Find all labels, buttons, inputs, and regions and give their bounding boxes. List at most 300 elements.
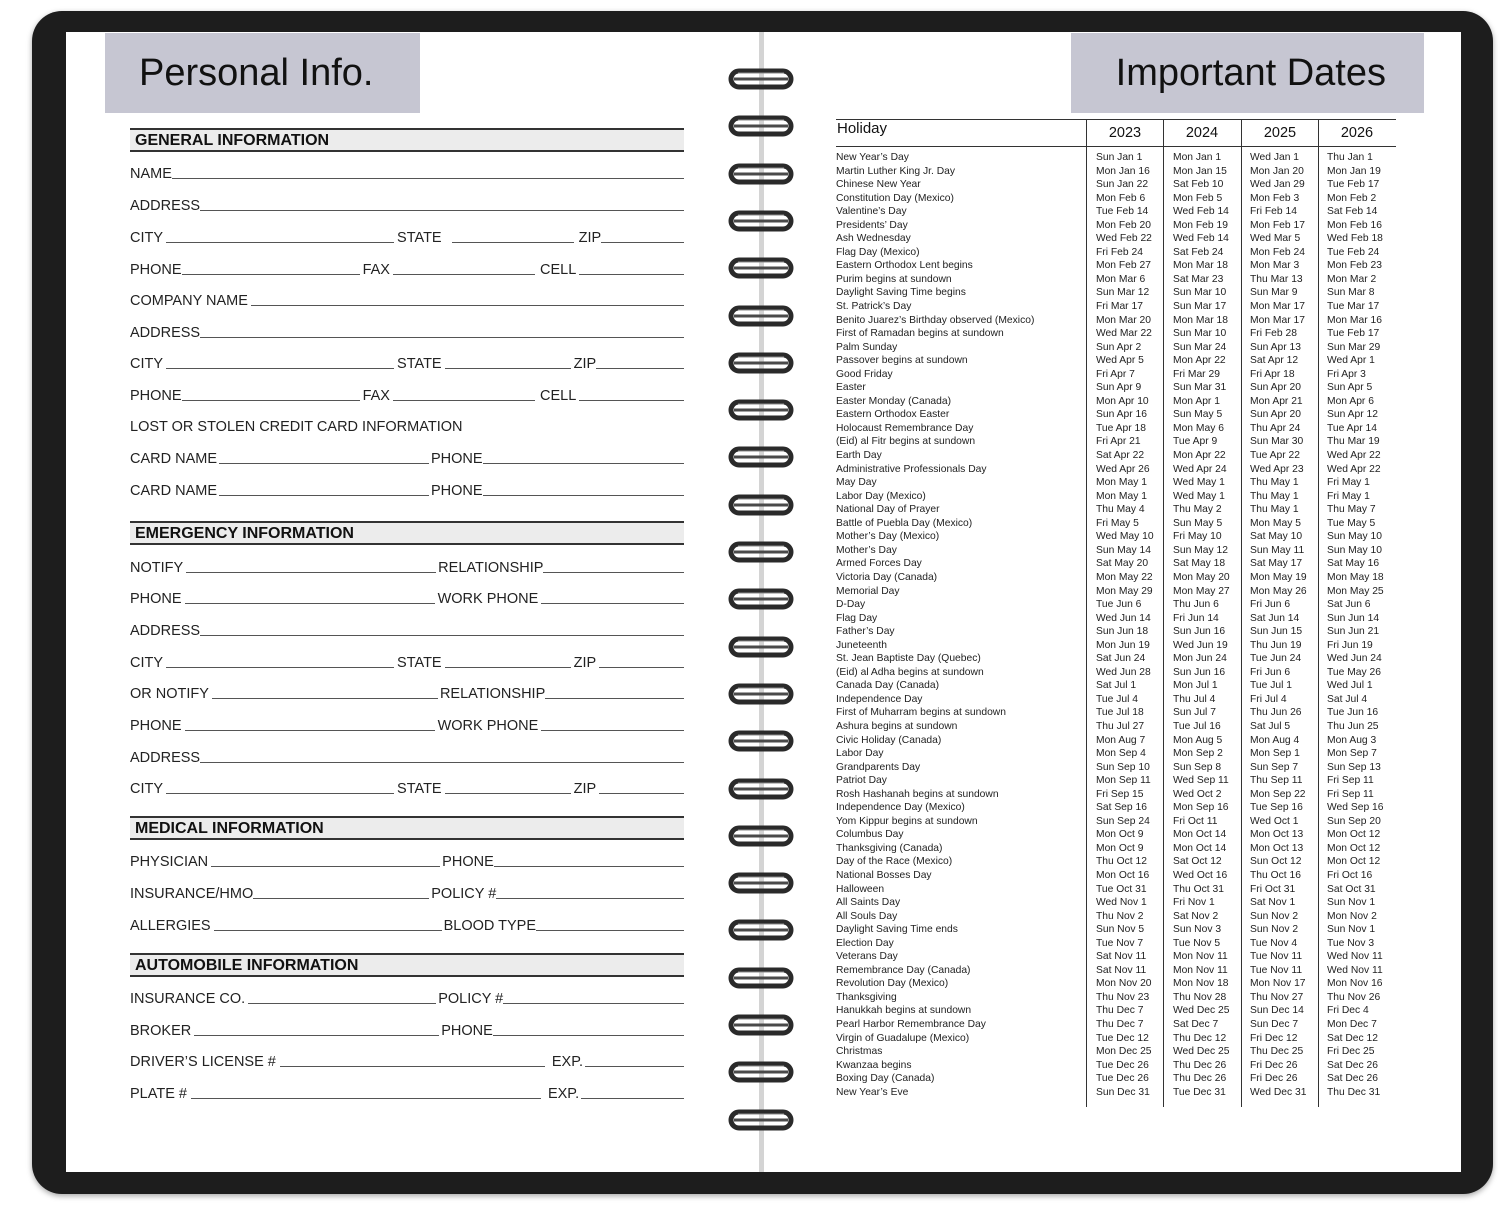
spiral-ring-icon [728,635,794,659]
company-address-field-row [130,321,684,341]
emergency-city-field-row [130,651,684,671]
holiday-name-cell: Revolution Day (Mexico) [836,978,949,990]
holiday-date-cell: Sun Jun 18 [1096,626,1149,638]
table-row [836,652,1401,666]
table-row [836,246,1401,260]
zip-line[interactable] [599,791,684,794]
state-line[interactable] [445,366,571,369]
table-row [836,842,1401,856]
phone-label: PHONE [431,451,483,467]
holiday-date-cell: Wed Jan 1 [1250,152,1300,163]
physician-line[interactable] [211,864,440,867]
section-medical-information: MEDICAL INFORMATION [130,816,684,840]
holiday-date-cell: Fri Mar 17 [1096,301,1143,313]
holiday-date-cell: Mon Jan 16 [1096,165,1150,177]
holiday-name-cell: Ash Wednesday [836,233,911,245]
table-row [836,300,1401,314]
holiday-date-cell: Mon Oct 13 [1250,829,1304,841]
holiday-date-cell: Thu Jul 27 [1096,720,1145,732]
policy-line[interactable] [503,1001,684,1004]
table-row [836,639,1401,653]
holiday-date-cell: Sat May 10 [1250,531,1303,543]
table-row [836,747,1401,761]
holiday-date-cell: Fri Apr 7 [1096,368,1135,380]
holiday-date-cell: Fri Feb 28 [1250,328,1297,340]
section-general-information: GENERAL INFORMATION [130,128,684,152]
table-row [836,1018,1401,1032]
holiday-date-cell: Sun Sep 24 [1096,815,1150,827]
city-line[interactable] [166,366,394,369]
emergency-phone-field-row [130,587,684,607]
holiday-date-cell: Sat Dec 12 [1327,1032,1378,1044]
holiday-date-cell: Sat Nov 1 [1250,897,1296,909]
holiday-date-cell: Mon Feb 24 [1250,246,1305,258]
holiday-date-cell: Mon May 26 [1250,585,1307,597]
name-line[interactable] [172,176,684,179]
holiday-date-cell: Wed Nov 11 [1327,951,1383,963]
holiday-name-cell: Mother’s Day (Mexico) [836,531,940,543]
holiday-date-cell: Tue Nov 5 [1173,937,1221,949]
physician-label: PHYSICIAN [130,854,209,870]
holiday-name-cell: Palm Sunday [836,341,898,353]
holiday-date-cell: Sun Jan 22 [1096,179,1149,191]
holiday-date-cell: Mon Apr 1 [1173,395,1220,407]
emergency-city-field-row-2 [130,777,684,797]
zip-line[interactable] [601,240,684,243]
table-row [836,923,1401,937]
address-line[interactable] [200,208,684,211]
broker-phone-line[interactable] [493,1033,684,1036]
phone-line[interactable] [182,398,360,401]
holiday-name-cell: Administrative Professionals Day [836,463,987,475]
work-phone-line[interactable] [541,601,684,604]
holiday-date-cell: Sat May 17 [1250,558,1303,570]
insurance-hmo-line[interactable] [253,896,429,899]
or-notify-line[interactable] [212,696,438,699]
table-row [836,706,1401,720]
emergency-address-field-row-2 [130,746,684,766]
holiday-name-cell: Purim begins at sundown [836,273,952,285]
company-name-line[interactable] [251,303,684,306]
zip-line[interactable] [596,366,684,369]
holiday-name-cell: Daylight Saving Time ends [836,924,958,936]
holiday-name-cell: Good Friday [836,368,893,380]
holiday-date-cell: Sun Nov 3 [1173,924,1222,936]
holiday-date-cell: Mon Nov 20 [1096,978,1152,990]
holiday-date-cell: Thu Mar 19 [1327,436,1380,448]
holiday-date-cell: Fri Feb 14 [1250,206,1297,218]
work-phone-line[interactable] [541,728,684,731]
holiday-date-cell: Sun Mar 29 [1327,341,1381,353]
lost-card-heading-row [130,415,684,435]
holiday-date-cell: Mon Apr 6 [1327,395,1374,407]
table-row [836,991,1401,1005]
address-line[interactable] [200,633,684,636]
table-row [836,435,1401,449]
company-address-line[interactable] [200,335,684,338]
holiday-name-cell: First of Ramadan begins at sundown [836,328,1004,340]
holiday-date-cell: Sun Sep 13 [1327,761,1381,773]
holiday-date-cell: Sat Apr 12 [1250,355,1299,367]
holiday-date-cell: Mon Apr 22 [1173,355,1226,367]
holiday-date-cell: Thu Jun 25 [1327,720,1379,732]
table-header-rule [836,146,1396,147]
holiday-date-cell: Tue Nov 3 [1327,937,1375,949]
holiday-date-cell: Mon Nov 17 [1250,978,1306,990]
relationship-line[interactable] [543,570,684,573]
spiral-ring-icon [728,966,794,990]
company-name-label: COMPANY NAME [130,293,248,309]
holiday-date-cell: Sat Apr 22 [1096,450,1145,462]
drivers-license-line[interactable] [280,1064,545,1067]
holiday-date-cell: Wed Oct 16 [1173,869,1228,881]
emergency-phone-field-row-2 [130,714,684,734]
state-label: STATE [397,356,442,372]
holiday-date-cell: Mon Mar 18 [1173,260,1228,272]
holiday-date-cell: Mon Oct 12 [1327,856,1381,868]
holiday-date-cell: Mon Oct 14 [1173,842,1227,854]
work-phone-label: WORK PHONE [437,591,539,607]
holiday-name-cell: D-Day [836,599,866,611]
holiday-date-cell: Mon Jun 19 [1096,639,1150,651]
physician-field-row [130,850,684,870]
holiday-name-cell: Veterans Day [836,951,898,963]
holiday-date-cell: Tue Jun 24 [1250,653,1302,665]
relationship-line[interactable] [545,696,684,699]
exp-label: EXP. [547,1086,580,1102]
holiday-date-cell: Mon Mar 2 [1327,273,1377,285]
holiday-name-cell: Remembrance Day (Canada) [836,964,971,976]
table-row [836,517,1401,531]
holiday-date-cell: Sun May 10 [1327,544,1382,556]
spiral-ring-icon [728,351,794,375]
holiday-date-cell: Tue Feb 17 [1327,179,1380,191]
table-row [836,165,1401,179]
holiday-name-cell: Battle of Puebla Day (Mexico) [836,517,973,529]
table-top-rule [836,119,1396,120]
table-row [836,205,1401,219]
holiday-date-cell: Tue Jul 1 [1250,680,1292,692]
table-row [836,1004,1401,1018]
spiral-ring-icon [728,162,794,186]
holiday-date-cell: Tue Oct 31 [1096,883,1147,895]
state-line[interactable] [452,240,574,243]
cell-line[interactable] [579,398,684,401]
holiday-date-cell: Wed Jun 24 [1327,653,1382,665]
holiday-date-cell: Thu Nov 26 [1327,991,1381,1003]
spiral-ring-icon [728,114,794,138]
holiday-date-cell: Thu Mar 13 [1250,273,1303,285]
holiday-date-cell: Wed Sep 16 [1327,802,1384,814]
holiday-name-cell: Mother’s Day [836,544,897,556]
holiday-date-cell: Wed Jun 19 [1173,639,1228,651]
holiday-date-cell: Sat Dec 26 [1327,1059,1378,1071]
phone-line[interactable] [185,728,435,731]
holiday-date-cell: Wed Dec 25 [1173,1005,1230,1017]
table-row [836,801,1401,815]
holiday-date-cell: Wed May 10 [1096,531,1154,543]
card-name-line[interactable] [219,461,429,464]
name-label: NAME [130,166,172,182]
holiday-date-cell: Sun Jun 14 [1327,612,1380,624]
holiday-column-header: Holiday [837,120,888,137]
policy-label: POLICY # [431,886,497,902]
holiday-date-cell: Mon Jan 19 [1327,165,1381,177]
holiday-date-cell: Wed Feb 14 [1173,233,1229,245]
holiday-date-cell: Sun Mar 30 [1250,436,1304,448]
holiday-date-cell: Sat May 18 [1173,558,1226,570]
phone-label: PHONE [130,591,182,607]
holiday-date-cell: Sun Apr 20 [1250,409,1301,421]
holiday-date-cell: Mon Mar 20 [1096,314,1151,326]
holiday-name-cell: Passover begins at sundown [836,355,968,367]
table-row [836,1086,1401,1100]
holiday-date-cell: Wed Oct 2 [1173,788,1222,800]
holiday-date-cell: Mon Feb 19 [1173,219,1228,231]
holiday-name-cell: Labor Day (Mexico) [836,490,926,502]
holiday-name-cell: Presidents’ Day [836,219,908,231]
holiday-date-cell: Thu Jan 1 [1327,152,1373,163]
holiday-date-cell: Mon May 1 [1096,490,1147,502]
holiday-date-cell: Mon Feb 5 [1173,192,1223,204]
table-row [836,734,1401,748]
holiday-date-cell: Thu Dec 31 [1327,1086,1381,1098]
holiday-date-cell: Sun May 5 [1173,517,1223,529]
spiral-ring-icon [728,729,794,753]
fax-line[interactable] [393,272,535,275]
holiday-date-cell: Sun Apr 5 [1327,382,1373,394]
holiday-name-cell: Hanukkah begins at sundown [836,1005,972,1017]
holiday-name-cell: Flag Day [836,612,878,624]
holiday-date-cell: Mon Jan 20 [1250,165,1304,177]
phone-field-row [130,258,684,278]
holiday-date-cell: Tue Jul 4 [1096,693,1138,705]
holiday-date-cell: Sat Jul 1 [1096,680,1137,692]
address-line[interactable] [200,760,684,763]
holiday-date-cell: Wed May 1 [1173,490,1225,502]
policy-line[interactable] [496,896,684,899]
zip-label: ZIP [573,781,597,797]
holiday-name-cell: Thanksgiving (Canada) [836,842,943,854]
holiday-date-cell: Mon May 6 [1173,422,1224,434]
holiday-date-cell: Mon Nov 2 [1327,910,1377,922]
holiday-date-cell: Thu Sep 11 [1250,775,1303,787]
holiday-date-cell: Thu Oct 16 [1250,869,1301,881]
holiday-date-cell: Mon May 25 [1327,585,1384,597]
phone-label: PHONE [442,854,494,870]
holiday-date-cell: Fri Dec 12 [1250,1032,1298,1044]
holiday-date-cell: Tue Jul 18 [1096,707,1144,719]
holiday-date-cell: Mon Sep 2 [1173,748,1223,760]
zip-label: ZIP [578,230,602,246]
holiday-name-cell: Eastern Orthodox Easter [836,409,950,421]
holiday-date-cell: Mon Aug 3 [1327,734,1377,746]
or-notify-field-row [130,682,684,702]
holiday-name-cell: Halloween [836,883,885,895]
zip-line[interactable] [599,665,684,668]
holiday-date-cell: Wed Dec 25 [1173,1046,1230,1058]
holiday-date-cell: Fri Apr 18 [1250,368,1295,380]
table-row [836,937,1401,951]
table-row [836,585,1401,599]
holiday-date-cell: Sat Jul 5 [1250,720,1291,732]
spiral-ring-icon [728,445,794,469]
holiday-date-cell: Mon Jan 1 [1173,152,1222,163]
holiday-name-cell: Benito Juarez’s Birthday observed (Mexico) [836,314,1035,326]
insurance-co-field-row [130,987,684,1007]
card-phone-line[interactable] [483,461,684,464]
holiday-name-cell: Earth Day [836,450,882,462]
holiday-name-cell: St. Patrick’s Day [836,301,912,313]
holiday-name-cell: Independence Day (Mexico) [836,802,965,814]
broker-line[interactable] [194,1033,439,1036]
holiday-date-cell: Mon Oct 9 [1096,842,1144,854]
holiday-date-cell: Thu May 4 [1096,504,1145,516]
holiday-date-cell: Tue May 26 [1327,666,1381,678]
cell-line[interactable] [579,272,684,275]
holiday-name-cell: First of Muharram begins at sundown [836,707,1006,719]
physician-phone-line[interactable] [494,864,684,867]
important-dates-table [836,151,1401,1099]
holiday-date-cell: Mon Sep 4 [1096,748,1146,760]
blood-type-line[interactable] [536,928,684,931]
fax-line[interactable] [393,398,535,401]
holiday-date-cell: Sun Jun 16 [1173,626,1226,638]
card-name-label: CARD NAME [130,451,218,467]
city-label: CITY [130,356,164,372]
holiday-name-cell: Armed Forces Day [836,558,922,570]
city-label: CITY [130,655,164,671]
allergies-line[interactable] [214,928,442,931]
drivers-license-field-row [130,1050,684,1070]
holiday-name-cell: National Bosses Day [836,869,932,881]
table-row [836,910,1401,924]
holiday-date-cell: Thu Dec 7 [1096,1005,1144,1017]
table-row [836,259,1401,273]
holiday-date-cell: Mon Oct 13 [1250,842,1304,854]
holiday-date-cell: Sun May 11 [1250,544,1305,556]
table-row [836,964,1401,978]
holiday-date-cell: Sun Mar 8 [1327,287,1375,299]
holiday-name-cell: Pearl Harbor Remembrance Day [836,1019,986,1030]
card-phone-line[interactable] [483,493,684,496]
notify-line[interactable] [186,570,436,573]
policy-label: POLICY # [438,991,504,1007]
cell-label: CELL [539,388,577,404]
table-row [836,530,1401,544]
holiday-date-cell: Thu Oct 31 [1173,883,1224,895]
plate-line[interactable] [191,1096,541,1099]
holiday-date-cell: Thu Nov 23 [1096,991,1150,1003]
holiday-date-cell: Wed Apr 1 [1327,355,1375,367]
holiday-date-cell: Mon Mar 6 [1096,273,1146,285]
state-line[interactable] [445,791,571,794]
holiday-date-cell: Thu Dec 12 [1173,1032,1227,1044]
address-label: ADDRESS [130,623,201,639]
holiday-date-cell: Thu Apr 24 [1250,422,1301,434]
holiday-date-cell: Sun Mar 9 [1250,287,1298,299]
phone-line[interactable] [182,272,360,275]
table-row [836,463,1401,477]
table-row [836,476,1401,490]
phone-line[interactable] [185,601,435,604]
table-row [836,666,1401,680]
holiday-date-cell: Tue Apr 9 [1173,436,1218,448]
holiday-date-cell: Sun Apr 9 [1096,382,1142,394]
table-row [836,381,1401,395]
holiday-date-cell: Fri Apr 21 [1096,436,1141,448]
holiday-date-cell: Mon Sep 16 [1173,802,1229,814]
holiday-name-cell: Virgin of Guadalupe (Mexico) [836,1032,970,1044]
holiday-date-cell: Mon Mar 17 [1250,314,1305,326]
card-name-line[interactable] [219,493,429,496]
city-line[interactable] [166,665,394,668]
table-row [836,503,1401,517]
holiday-name-cell: Chinese New Year [836,179,921,191]
holiday-date-cell: Wed Mar 5 [1250,233,1301,245]
state-line[interactable] [445,665,571,668]
phone-label: PHONE [130,388,182,404]
state-label: STATE [397,655,442,671]
holiday-date-cell: Sun Jul 7 [1173,707,1216,719]
table-row [836,571,1401,585]
table-row [836,1045,1401,1059]
holiday-date-cell: Fri Oct 11 [1173,815,1218,827]
holiday-date-cell: Mon Oct 12 [1327,829,1381,841]
holiday-name-cell: Eastern Orthodox Lent begins [836,260,973,272]
notify-field-row [130,556,684,576]
table-row [836,422,1401,436]
holiday-date-cell: Thu May 1 [1250,504,1299,516]
holiday-name-cell: Boxing Day (Canada) [836,1073,935,1085]
spiral-ring-icon [728,540,794,564]
holiday-date-cell: Sat Dec 26 [1327,1073,1378,1085]
holiday-date-cell: Mon Feb 23 [1327,260,1382,272]
holiday-date-cell: Sat Feb 14 [1327,206,1378,218]
holiday-date-cell: Mon Nov 11 [1173,964,1228,976]
table-row [836,490,1401,504]
holiday-name-cell: Memorial Day [836,585,900,597]
insurance-hmo-label: INSURANCE/HMO [130,886,254,902]
holiday-date-cell: Tue Apr 14 [1327,422,1377,434]
holiday-name-cell: Yom Kippur begins at sundown [836,815,978,827]
holiday-date-cell: Thu Jun 6 [1173,599,1219,611]
exp-line[interactable] [581,1096,684,1099]
holiday-date-cell: Mon Feb 6 [1096,192,1146,204]
exp-line[interactable] [585,1064,684,1067]
fax-label: FAX [362,262,390,278]
notify-label: NOTIFY [130,560,184,576]
holiday-date-cell: Mon Dec 25 [1096,1046,1152,1058]
holiday-date-cell: Wed Apr 5 [1096,355,1144,367]
holiday-date-cell: Sun Dec 7 [1250,1019,1299,1030]
holiday-date-cell: Wed Sep 11 [1173,775,1229,787]
city-line[interactable] [166,240,394,243]
holiday-date-cell: Fri May 10 [1173,531,1222,543]
holiday-date-cell: Mon Aug 7 [1096,734,1146,746]
holiday-date-cell: Thu Jun 26 [1250,707,1302,719]
insurance-co-line[interactable] [248,1001,436,1004]
holiday-date-cell: Mon Mar 17 [1250,301,1305,313]
spiral-ring-icon [728,777,794,801]
table-row [836,693,1401,707]
holiday-date-cell: Sun Jun 15 [1250,626,1303,638]
holiday-date-cell: Sun May 14 [1096,544,1151,556]
holiday-name-cell: Civic Holiday (Canada) [836,734,942,746]
holiday-name-cell: Patriot Day [836,775,887,787]
holiday-date-cell: Wed Jun 14 [1096,612,1151,624]
city-line[interactable] [166,791,394,794]
